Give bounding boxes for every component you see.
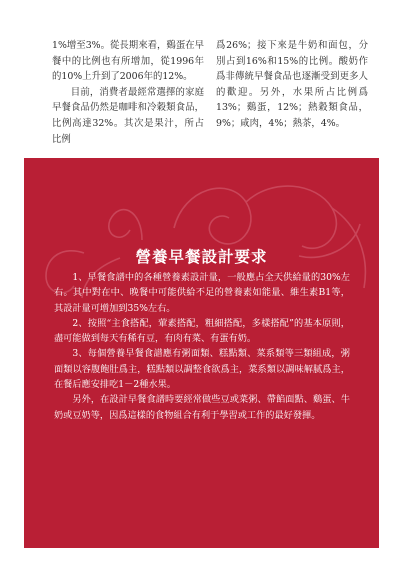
nutrition-box-title: 營養早餐設計要求: [135, 247, 268, 266]
nutrition-item-1: 1、早餐食譜中的各種營養素設計量，一般應占全天供給量的30%左右。其中對在中、晚餐中可能供給不足的營養素如能量、維生素B1等，其設計量可增加到35%左右。: [54, 272, 350, 314]
left-paragraph-2: 目前，消費者最經常選擇的家庭早餐食品仍然是咖啡和冷穀類食品，比例高達32%。其次是果汁，所占比例: [52, 86, 204, 145]
nutrition-panel: [24, 158, 379, 548]
left-paragraph-1: 1%增至3%。從長期來看，鷄蛋在早餐中的比例也有所增加，從1996年的10%上升到了2006年的12%。: [52, 40, 204, 83]
nutrition-box-body: [54, 270, 350, 423]
right-paragraph-1: 爲26%；接下來是牛奶和面包，分別占到16%和15%的比例。酸奶作爲非傳統早餐食品也逐漸受到更多人的歡迎。另外，水果所占比例爲13%；鷄蛋，12%；熱穀類食品，9%；咸肉，4%；熱茶，4%。: [216, 40, 368, 129]
article-left-column: [52, 38, 204, 147]
nutrition-item-2: 2、按照“主食搭配，葷素搭配，粗細搭配，多樣搭配”的基本原則，盡可能做到每天有稀有豆，有肉有菜、有蛋有奶。: [54, 317, 350, 345]
article-right-column: [216, 38, 368, 147]
nutrition-item-3: 3、每個營養早餐食譜應有粥面類、糕點類、菜系類等三類組成，粥面類以容腹飽肚爲主，糕點類以調整食欲爲主，菜系類以調味解腻爲主，在餐后應安排吃1－2種水果。: [54, 348, 350, 391]
article-columns: [52, 38, 368, 147]
nutrition-item-4: 另外，在設計早餐食譜時要經常做些豆或菜粥、帶餡面點、鷄蛋、牛奶或豆奶等，因爲這樣的食物組合有利于學習或工作的最好發揮。: [54, 394, 350, 421]
